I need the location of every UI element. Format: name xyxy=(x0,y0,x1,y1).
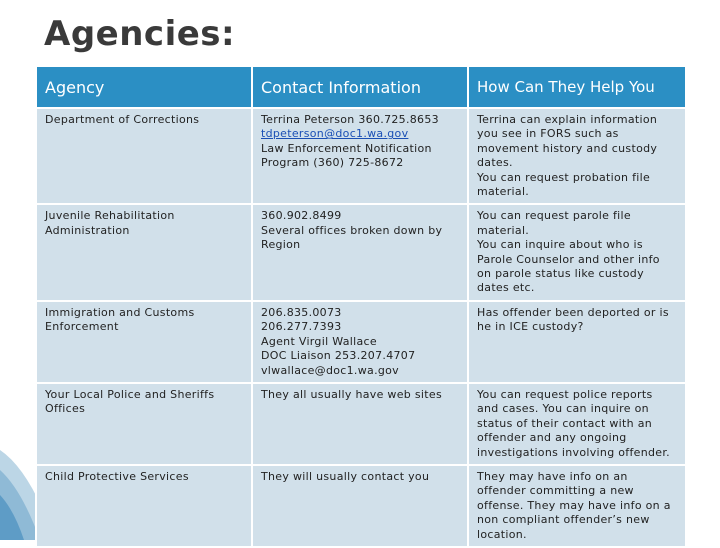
help-line: Parole Counselor and other info xyxy=(477,252,660,266)
help-line: and cases. You can inquire on xyxy=(477,402,649,416)
agency-cell xyxy=(36,301,252,383)
help-cell xyxy=(468,383,686,465)
contact-line: Several offices broken down by xyxy=(261,223,443,237)
contact-line: 360.902.8499 xyxy=(261,209,342,223)
email-link[interactable]: tdpeterson@doc1.wa.gov xyxy=(261,127,409,141)
help-line: dates etc. xyxy=(477,281,535,295)
table-header-row xyxy=(36,66,686,108)
help-line: They may have info on an xyxy=(477,469,628,483)
help-line: offense. They may have info on a xyxy=(477,498,671,512)
help-line: Has offender been deported or is xyxy=(477,305,669,319)
agency-name-line: Offices xyxy=(45,402,86,416)
help-line: Terrina can explain information xyxy=(477,113,658,126)
help-cell xyxy=(468,204,686,300)
agency-cell xyxy=(36,108,252,204)
contact-line: 206.835.0073 xyxy=(261,305,342,319)
header-agency: Agency xyxy=(36,66,252,108)
agency-name-line: Administration xyxy=(45,223,130,237)
help-cell xyxy=(468,108,686,204)
table-row xyxy=(36,383,686,465)
help-line: You can request parole file xyxy=(477,209,631,223)
help-line: material. xyxy=(477,185,530,199)
help-line: You can request police reports xyxy=(477,387,653,401)
help-line: on parole status like custody xyxy=(477,267,644,281)
help-line: You can request probation file xyxy=(477,170,651,184)
header-how-can-they-help: How Can They Help You xyxy=(468,66,686,108)
agency-name-line: Your Local Police and Sheriffs xyxy=(45,387,215,401)
contact-cell xyxy=(252,383,468,465)
help-line: investigations involving offender. xyxy=(477,445,670,459)
contact-line: Terrina Peterson 360.725.8653 xyxy=(261,113,439,126)
agency-name-line: Enforcement xyxy=(45,320,119,334)
help-line: location. xyxy=(477,527,527,541)
table-row xyxy=(36,465,686,547)
contact-cell xyxy=(252,204,468,300)
help-line: movement history and custody xyxy=(477,141,658,155)
agency-name-line: Juvenile Rehabilitation xyxy=(45,209,175,223)
table-row xyxy=(36,301,686,383)
help-cell xyxy=(468,301,686,383)
page-title: Agencies: xyxy=(44,14,236,54)
help-line: non compliant offender’s new xyxy=(477,513,650,527)
contact-line: Region xyxy=(261,238,301,252)
header-contact-information: Contact Information xyxy=(252,66,468,108)
contact-email: vlwallace@doc1.wa.gov xyxy=(261,363,399,377)
help-line: material. xyxy=(477,223,530,237)
contact-cell xyxy=(252,108,468,204)
table-row xyxy=(36,204,686,300)
contact-cell xyxy=(252,301,468,383)
agency-name: Department of Corrections xyxy=(45,113,200,126)
help-cell xyxy=(468,465,686,547)
agencies-table xyxy=(35,65,687,548)
agency-cell xyxy=(36,204,252,300)
contact-cell xyxy=(252,465,468,547)
help-line: he in ICE custody? xyxy=(477,320,584,334)
agency-cell xyxy=(36,383,252,465)
help-line: status of their contact with an xyxy=(477,416,653,430)
contact-line: Agent Virgil Wallace xyxy=(261,334,377,348)
contact-line: Law Enforcement Notification xyxy=(261,141,432,155)
help-line: You can inquire about who is xyxy=(477,238,643,252)
contact-line: They will usually contact you xyxy=(261,469,430,483)
contact-line: DOC Liaison 253.207.4707 xyxy=(261,349,416,363)
help-line: dates. xyxy=(477,156,513,170)
agency-name-line: Immigration and Customs xyxy=(45,305,195,319)
help-line: offender committing a new xyxy=(477,484,634,498)
contact-line: They all usually have web sites xyxy=(261,387,442,401)
agency-name: Child Protective Services xyxy=(45,469,189,483)
help-line: offender and any ongoing xyxy=(477,431,627,445)
table-row xyxy=(36,108,686,204)
contact-line: 206.277.7393 xyxy=(261,320,342,334)
agency-cell xyxy=(36,465,252,547)
contact-line: Program (360) 725-8672 xyxy=(261,156,404,170)
help-line: you see in FORS such as xyxy=(477,127,619,141)
